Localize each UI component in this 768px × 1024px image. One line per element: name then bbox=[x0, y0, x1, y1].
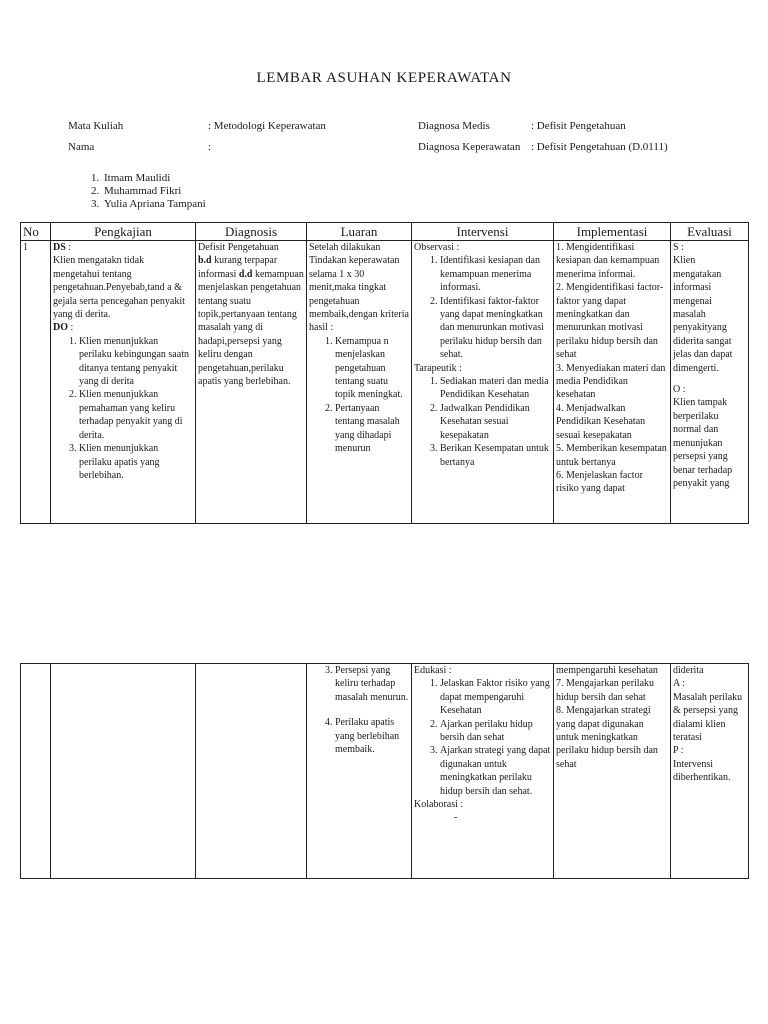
luaran-list bbox=[309, 664, 409, 756]
implementasi-item: 6. Menjelaskan factor risiko yang dapat bbox=[556, 469, 643, 495]
implementasi-item: mempengaruhi kesehatan bbox=[556, 665, 658, 676]
author-list bbox=[82, 172, 206, 211]
implementasi-item: 8. Mengajarkan strategi yang dapat digunakan untuk meningkatkan perilaku hidup bersih dan sehat bbox=[556, 705, 658, 770]
cell-intervensi bbox=[412, 241, 554, 524]
edukasi-label: Edukasi : bbox=[414, 665, 452, 676]
mata-kuliah-value: : Metodologi Keperawatan bbox=[208, 120, 326, 132]
edukasi-list bbox=[414, 677, 551, 798]
luaran-item: 4. Perilaku apatis yang berlebihan membaik. bbox=[335, 716, 409, 756]
terapeutik-item: 2. Jadwalkan Pendidikan Kesehatan sesuai kesepakatan bbox=[440, 402, 551, 442]
implementasi-item: 1. Mengidentifikasi kesiapan dan kemampuan menerima informai. bbox=[556, 242, 660, 280]
do-item: 3. Klien menunjukkan perilaku apatis yang berlebihan. bbox=[79, 442, 193, 482]
edukasi-item: 2. Ajarkan perilaku hidup bersih dan sehat bbox=[440, 718, 551, 745]
terapeutik-label: Tarapeutik : bbox=[414, 362, 462, 374]
cell-evaluasi bbox=[671, 664, 749, 879]
evaluasi-o-label: O : bbox=[673, 384, 686, 396]
luaran-list bbox=[309, 335, 409, 456]
table-row bbox=[21, 664, 749, 879]
bd-text: kurang terpapar informasi bbox=[198, 255, 278, 280]
cell-pengkajian bbox=[51, 241, 196, 524]
care-plan-table-continued bbox=[20, 663, 749, 879]
nama-label: Nama bbox=[68, 141, 95, 153]
table-header-row bbox=[21, 223, 749, 241]
diagnosis-title: Defisit Pengetahuan bbox=[198, 242, 279, 253]
cell-no: 1 bbox=[21, 241, 51, 524]
terapeutik-item: 1. Sediakan materi dan media Pendidikan Kesehatan bbox=[440, 375, 551, 402]
page-title: LEMBAR ASUHAN KEPERAWATAN bbox=[256, 70, 512, 86]
observasi-label: Observasi : bbox=[414, 242, 460, 253]
luaran-item: 2. Pertanyaan tentang masalah yang dihadapi menurun bbox=[335, 402, 409, 456]
evaluasi-a-label: A : bbox=[673, 678, 685, 690]
cell-pengkajian bbox=[51, 664, 196, 879]
observasi-item: 2. Identifikasi faktor-faktor yang dapat meningkatkan dan menurunkan motivasi perilaku hidup bersih dan sehat. bbox=[440, 295, 551, 362]
cell-luaran bbox=[307, 664, 412, 879]
evaluasi-p-label: P : bbox=[673, 745, 684, 757]
terapeutik-list bbox=[414, 375, 551, 469]
kolaborasi-item: - bbox=[454, 812, 458, 824]
terapeutik-item: 3. Berikan Kesempatan untuk bertanya bbox=[440, 442, 551, 469]
ds-text: Klien mengatakn tidak mengetahui tentang pengetahuan.Penyebab,tand a & gejala serta pencegahan penyakit yang di derita. bbox=[53, 255, 185, 321]
implementasi-item: 5. Memberikan kesempatan untuk bertanya bbox=[556, 443, 667, 468]
cell-luaran bbox=[307, 241, 412, 524]
diagnosis-text bbox=[198, 254, 304, 388]
header-diagnosis: Diagnosis bbox=[196, 223, 307, 241]
header-implementasi: Implementasi bbox=[554, 223, 671, 241]
evaluasi-p-text: Intervensi diberhentikan. bbox=[673, 758, 731, 784]
implementasi-item: 4. Menjadwalkan Pendidikan Kesehatan sesuai kesepakatan bbox=[556, 402, 646, 441]
mata-kuliah-label: Mata Kuliah bbox=[68, 120, 124, 132]
cell-implementasi bbox=[554, 664, 671, 879]
ds-label: DS bbox=[53, 242, 66, 253]
do-label: DO bbox=[53, 322, 68, 334]
bd-label: b.d bbox=[198, 255, 212, 267]
do-item: 1. Klien menunjukkan perilaku kebingungan saatn ditanya tentang penyakit yang di derita bbox=[79, 335, 193, 389]
table-row bbox=[21, 241, 749, 524]
implementasi-item: 3. Menyediakan materi dan media Pendidikan kesehatan bbox=[556, 362, 666, 401]
evaluasi-s-text: Klien mengatakan informasi mengenai masalah penyakityang diderita sangat jelas dan dapat dimengerti. bbox=[673, 255, 733, 374]
author-item: 2. Muhammad Fikri bbox=[102, 185, 206, 198]
header-evaluasi: Evaluasi bbox=[671, 223, 749, 241]
evaluasi-o-text: Klien tampak berperilaku normal dan menunjukan persepsi yang benar terhadap penyakit yang bbox=[673, 397, 733, 489]
observasi-list bbox=[414, 254, 551, 361]
cell-diagnosis bbox=[196, 241, 307, 524]
ds-colon: : bbox=[65, 242, 72, 253]
observasi-item: 1. Identifikasi kesiapan dan kemampuan menerima informasi. bbox=[440, 254, 551, 294]
edukasi-item: 1. Jelaskan Faktor risiko yang dapat mempengaruhi Kesehatan bbox=[440, 677, 551, 717]
luaran-item: 1. Kemampua n menjelaskan pengetahuan tentang suatu topik meningkat. bbox=[335, 335, 409, 402]
do-list bbox=[53, 335, 193, 482]
cell-no bbox=[21, 664, 51, 879]
cell-implementasi bbox=[554, 241, 671, 524]
implementasi-item: 2. Mengidentifikasi factor-faktor yang dapat meningkatkan dan menurunkan motivasi perilaku hidup bersih dan sehat bbox=[556, 282, 664, 361]
header-intervensi: Intervensi bbox=[412, 223, 554, 241]
header-pengkajian: Pengkajian bbox=[51, 223, 196, 241]
diagnosa-medis-label: Diagnosa Medis bbox=[418, 120, 490, 132]
implementasi-item: 7. Mengajarkan perilaku hidup bersih dan sehat bbox=[556, 678, 655, 703]
do-colon: : bbox=[68, 322, 74, 334]
header-luaran: Luaran bbox=[307, 223, 412, 241]
cell-diagnosis bbox=[196, 664, 307, 879]
cell-evaluasi bbox=[671, 241, 749, 524]
do-item: 2. Klien menunjukkan pemahaman yang keliru terhadap penyakit yang di derita. bbox=[79, 388, 193, 442]
edukasi-item: 3. Ajarkan strategi yang dapat digunakan untuk meningkatkan perilaku hidup bersih dan sehat. bbox=[440, 744, 551, 798]
evaluasi-continued: diderita bbox=[673, 665, 704, 676]
header-no: No bbox=[21, 223, 51, 241]
nama-value: : bbox=[208, 141, 212, 153]
evaluasi-s-label: S : bbox=[673, 242, 684, 253]
care-plan-table bbox=[20, 222, 749, 524]
dd-text: kemampuan menjelaskan pengetahuan tentang suatu topik,pertanyaan tentang masalah yang di hadapi,persepsi yang keliru dengan pengetahuan,perilaku apatis yang berlebihan. bbox=[198, 268, 304, 388]
dd-label: d.d bbox=[238, 268, 253, 280]
luaran-intro: Setelah dilakukan Tindakan keperawatan selama 1 x 30 menit,maka tingkat pengetahuan membaik,dengan kriteria hasil : bbox=[309, 242, 409, 334]
diagnosa-keperawatan-label: Diagnosa Keperawatan bbox=[418, 141, 521, 153]
evaluasi-a-text: Masalah perilaku & persepsi yang dialami klien teratasi bbox=[673, 691, 743, 744]
kolaborasi-label: Kolaborasi : bbox=[414, 799, 464, 811]
author-item: 3. Yulia Apriana Tampani bbox=[102, 198, 206, 211]
diagnosa-keperawatan-value: : Defisit Pengetahuan (D.0111) bbox=[531, 141, 668, 153]
author-item: 1. Itmam Maulidi bbox=[102, 172, 206, 185]
cell-intervensi bbox=[412, 664, 554, 879]
luaran-item: 3. Persepsi yang keliru terhadap masalah menurun. bbox=[335, 664, 409, 704]
diagnosa-medis-value: : Defisit Pengetahuan bbox=[531, 120, 626, 132]
